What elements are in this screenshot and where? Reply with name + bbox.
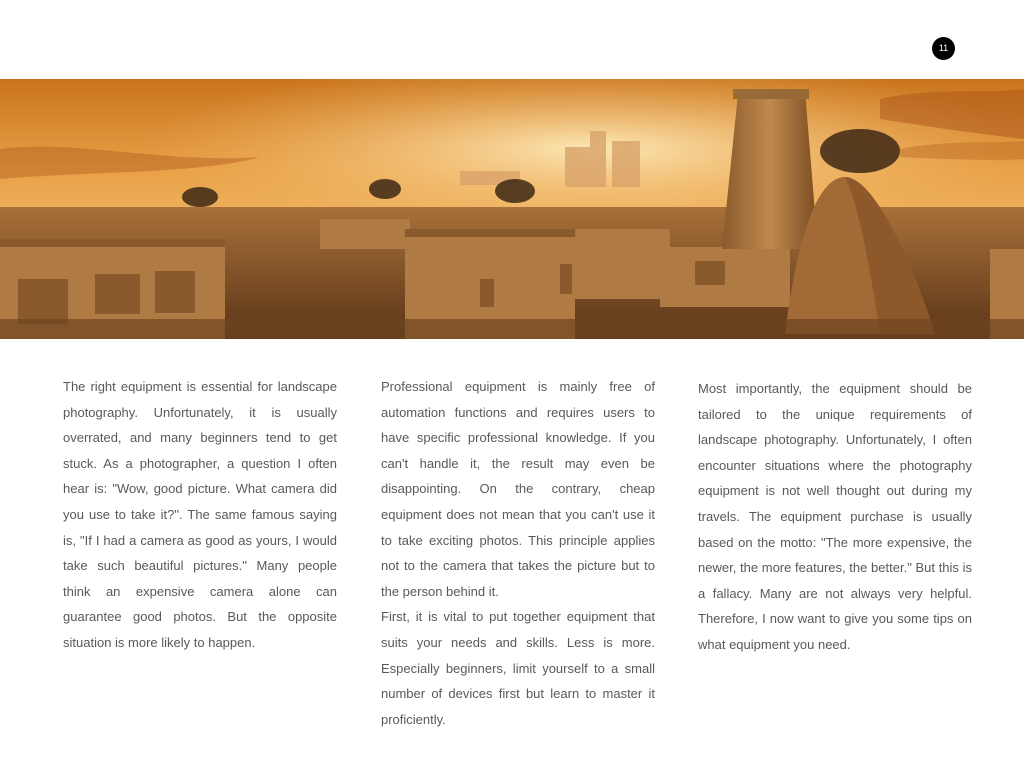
text-column-3 — [698, 376, 972, 658]
paragraph: First, it is vital to put together equipment that suits your needs and skills. Less is more. Especially beginners, limit yourself to a small number of devices first but learn to master it proficiently. — [381, 609, 655, 727]
hero-photo — [0, 79, 1024, 339]
text-column-1 — [63, 374, 337, 656]
text-column-2 — [381, 374, 655, 732]
paragraph: Most importantly, the equipment should be tailored to the unique requirements of landscape photography. Unfortunately, I often encounter situations where the photography equipment is not well thought out during my travels. The equipment purchase is usually based on the motto: "The more expensive, the newer, the more features, the better." But this is a fallacy. Many are not always very helpful. Therefore, I now want to give you some tips on what equipment you need. — [698, 381, 972, 652]
paragraph: Professional equipment is mainly free of automation functions and requires users to have specific professional knowledge. If you can't handle it, the result may even be disappointing. On the contrary, cheap equipment does not mean that you can't use it to take exciting photos. This principle applies not to the camera that takes the picture but to the person behind it. — [381, 379, 655, 599]
desert-town-photo — [0, 79, 1024, 339]
paragraph: The right equipment is essential for landscape photography. Unfortunately, it is usually overrated, and many beginners tend to get stuck. As a photographer, a question I often hear is: "Wow, good picture. What camera did you use to take it?". The same famous saying is, "If I had a camera as good as yours, I would take such beautiful pictures." Many people think an expensive camera alone can guarantee good photos. But the opposite situation is more likely to happen. — [63, 379, 337, 650]
page-number: 11 — [932, 37, 955, 60]
